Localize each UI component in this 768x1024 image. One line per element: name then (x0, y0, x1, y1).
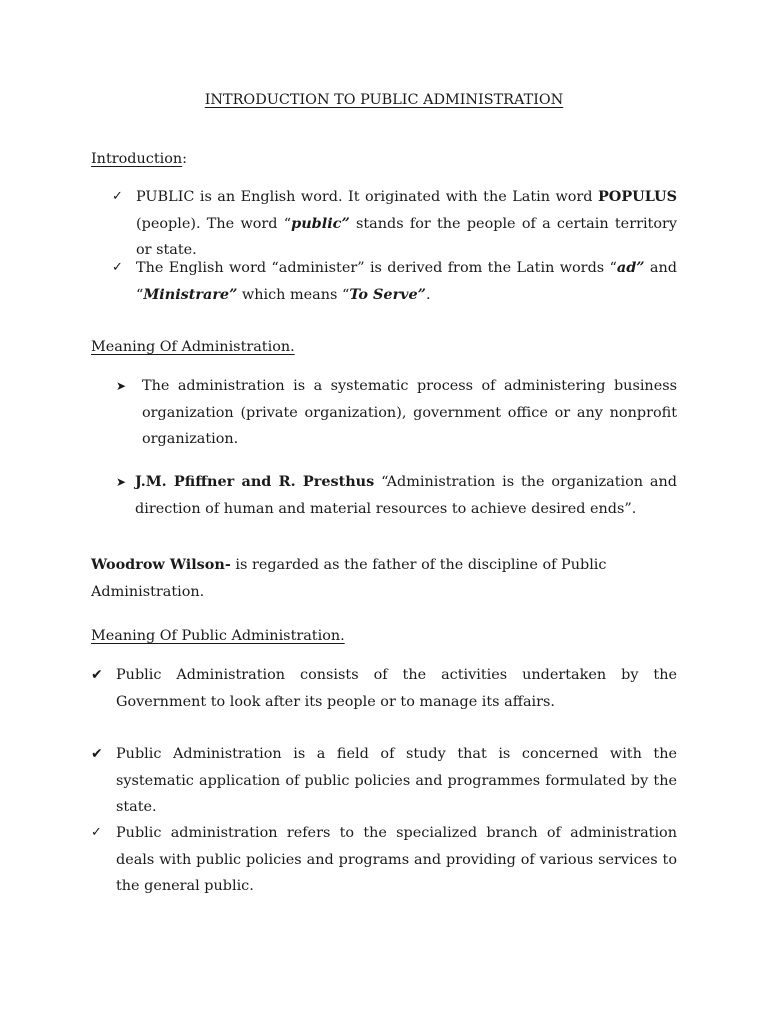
meaning-public-administration-heading (91, 628, 345, 644)
meaning-public-administration-heading-label: Meaning Of Public Administration. (91, 628, 345, 644)
list-item-text: The administration is a systematic process of administering business organization (private organization), government office or any nonprofit organization. (142, 378, 677, 447)
bold-segment: J.M. Pfiffner and R. Presthus (135, 473, 375, 490)
text-segment: “Administration is the organization and direction of human and material resources to achieve desired ends”. (135, 474, 677, 517)
meaning-administration-heading-label: Meaning Of Administration. (91, 339, 295, 355)
introduction-heading-label: Introduction (91, 151, 183, 167)
list-item-pfiffner (116, 469, 677, 522)
meaning-administration-heading (91, 339, 295, 355)
list-item-administer (112, 255, 677, 308)
list-item-text (136, 255, 677, 308)
text-segment: and “ (136, 260, 677, 303)
woodrow-wilson-paragraph (91, 552, 681, 605)
list-item-public-admin-field (91, 741, 677, 821)
check-icon: ✓ (112, 260, 123, 275)
list-item-text: Public Administration is a field of study that is concerned with the systematic application of public policies and programmes formulated by the state. (116, 746, 677, 815)
text-segment: stands for the people of a certain territory or state. (136, 215, 678, 258)
list-item-public-admin-branch (91, 820, 677, 900)
bolditalic-segment: Ministrare” (143, 285, 238, 303)
bold-segment: Woodrow Wilson- (91, 556, 231, 573)
document-title: INTRODUCTION TO PUBLIC ADMINISTRATION (204, 92, 564, 108)
check-icon: ✓ (112, 189, 123, 204)
list-item-public-admin-activities (91, 662, 677, 715)
text-segment: which means “ (237, 286, 350, 303)
arrow-icon: ➤ (116, 475, 127, 489)
bold-segment: POPULUS (597, 188, 677, 205)
arrow-icon: ➤ (116, 379, 127, 393)
list-item-public (112, 184, 677, 264)
list-item-text: Public Administration consists of the activities undertaken by the Government to look after its people or to manage its affairs. (116, 667, 677, 710)
list-item-text (135, 469, 677, 522)
list-item-text (136, 184, 677, 264)
introduction-heading (91, 151, 187, 167)
text-segment: The English word “administer” is derived from the Latin words “ (136, 260, 617, 276)
list-item-administration-process (116, 373, 677, 453)
bolditalic-segment: ad” (616, 259, 645, 276)
text-segment: is regarded as the father of the discipline of Public Administration. (91, 557, 607, 600)
bolditalic-segment: public” (291, 214, 350, 232)
list-item-text: Public administration refers to the specialized branch of administration deals with public policies and programs and providing of various services to the general public. (116, 825, 677, 894)
introduction-heading-colon: : (182, 151, 187, 167)
text-segment: PUBLIC is an English word. It originated with the Latin word (136, 189, 598, 205)
check-bold-icon: ✔ (91, 667, 103, 683)
check-icon: ✓ (91, 825, 102, 840)
text-segment: (people). The word “ (136, 215, 292, 232)
bolditalic-segment: To Serve” (349, 285, 426, 303)
text-segment: . (425, 286, 431, 303)
check-bold-icon: ✔ (91, 746, 103, 762)
